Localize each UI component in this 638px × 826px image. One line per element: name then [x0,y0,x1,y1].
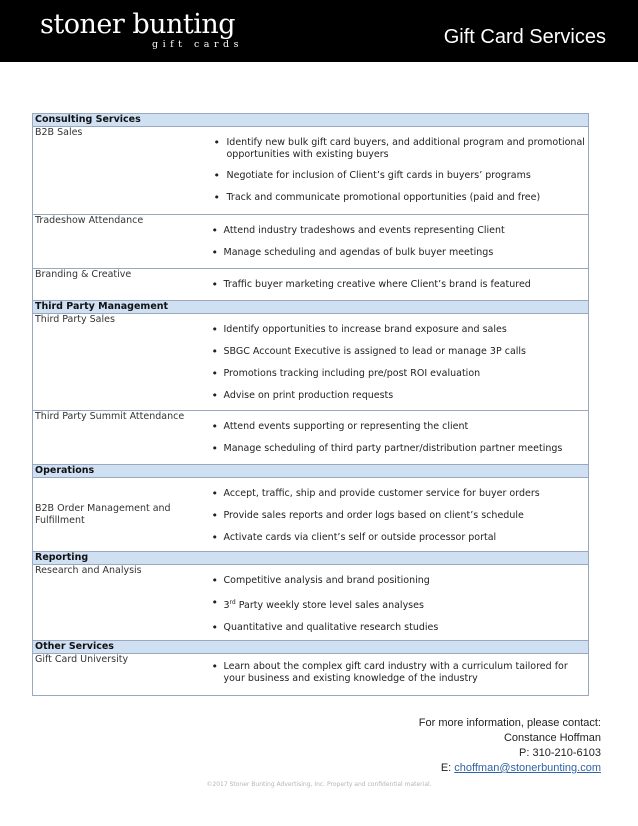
contact-phone: P: 310-210-6103 [519,747,601,759]
bullet-list [209,478,589,544]
bullet-item: • SBGC Account Executive is assigned to lead or manage 3P calls [209,346,589,358]
section-heading: Operations [33,465,589,478]
section-header-consulting [33,114,589,127]
bullet-list [209,654,589,685]
service-bullets [209,215,589,269]
service-row-branding [33,269,589,301]
service-row-research [33,565,589,641]
contact-name: Constance Hoffman [503,732,601,744]
bullet-list [209,411,589,455]
bullet-item: • Advise on print production requests [209,390,589,402]
bullet-item: • Attend events supporting or representing the client [209,421,589,433]
service-name: Branding & Creative [33,269,209,301]
bullet-item: • Manage scheduling of third party partner/distribution partner meetings [209,443,589,455]
bullet-item: • Quantitative and qualitative research studies [209,622,589,634]
bullet-list [209,565,589,634]
service-row-university [33,654,589,696]
bullet-list [209,215,589,259]
service-bullets [209,654,589,696]
bullet-list [209,314,589,402]
service-row-b2b-sales [33,127,589,215]
service-row-tradeshow [33,215,589,269]
bullet-item: • Provide sales reports and order logs based on client’s schedule [209,510,589,522]
contact-email-link[interactable]: choffman@stonerbunting.com [454,762,601,774]
service-bullets [209,314,589,411]
bullet-item: • Activate cards via client’s self or outside processor portal [209,532,589,544]
service-bullets [209,478,589,552]
service-name: Gift Card University [33,654,209,696]
section-heading: Reporting [33,552,589,565]
section-heading: Other Services [33,641,589,654]
service-bullets [209,269,589,301]
page-title: Gift Card Services [443,26,606,48]
page-header [0,0,638,62]
service-bullets [209,127,589,215]
bullet-item: • Learn about the complex gift card industry with a curriculum tailored for your business and existing knowledge of the industry [209,661,589,685]
service-name: Third Party Summit Attendance [33,411,209,465]
bullet-item: • Identify new bulk gift card buyers, and additional program and promotional opportunities with existing buyers [209,137,589,161]
service-row-summit [33,411,589,465]
section-heading: Consulting Services [33,114,589,127]
contact-block [419,716,601,776]
contact-intro: For more information, please contact: [418,717,601,729]
service-name: Research and Analysis [33,565,209,641]
section-header-third-party [33,301,589,314]
service-row-order-management [33,478,589,552]
bullet-item: • 3rd Party weekly store level sales analyses [209,597,589,612]
company-logo [40,10,243,50]
service-name: B2B Sales [33,127,209,215]
bullet-item: • Promotions tracking including pre/post ROI evaluation [209,368,589,380]
bullet-item: • Identify opportunities to increase brand exposure and sales [209,324,589,336]
bullet-item: • Accept, traffic, ship and provide customer service for buyer orders [209,488,589,500]
footer-copyright: ©2017 Stoner Bunting Advertising, Inc. Property and confidential material. [206,781,432,788]
logo-tagline: gift cards [152,39,243,50]
service-name: B2B Order Management and Fulfillment [33,478,209,552]
bullet-list [209,269,589,291]
bullet-list [209,127,589,204]
logo-wordmark: stoner bunting [40,9,236,40]
contact-email-line [419,761,601,776]
section-header-operations [33,465,589,478]
bullet-item: • Manage scheduling and agendas of bulk buyer meetings [209,247,589,259]
service-bullets [209,411,589,465]
service-bullets [209,565,589,641]
section-heading: Third Party Management [33,301,589,314]
bullet-item: • Competitive analysis and brand positioning [209,575,589,587]
bullet-item: • Attend industry tradeshows and events representing Client [209,225,589,237]
section-header-other [33,641,589,654]
services-table [32,113,589,696]
section-header-reporting [33,552,589,565]
service-name: Tradeshow Attendance [33,215,209,269]
bullet-item: • Track and communicate promotional opportunities (paid and free) [209,192,589,204]
contact-email-label: E: [440,762,455,774]
bullet-item: • Traffic buyer marketing creative where Client’s brand is featured [209,279,589,291]
service-name: Third Party Sales [33,314,209,411]
bullet-item: • Negotiate for inclusion of Client’s gift cards in buyers’ programs [209,170,589,182]
service-row-third-party-sales [33,314,589,411]
